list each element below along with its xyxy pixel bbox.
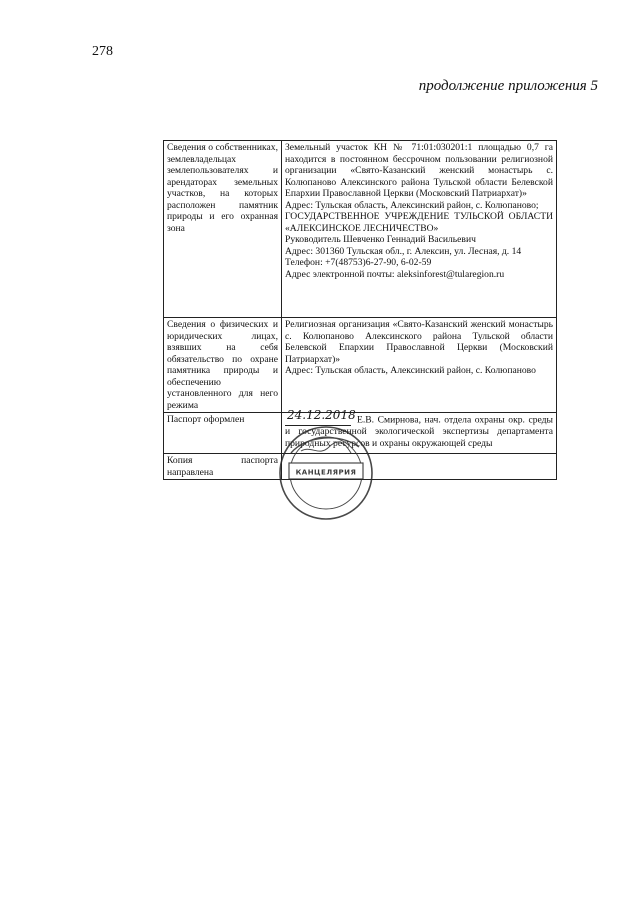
signer-text: Е.В. Смирнова, нач. отдела охраны окр. среды и государственной экологической экспертизы департамента природных ресурсов и охраны окружающей среды	[285, 414, 553, 449]
obligations-org: Религиозная организация «Свято-Казанский женский монастырь с. Колюпаново Алексинского района Тульской области Белевской Епархии Православной Церкви (Московский Патриархат)»	[285, 319, 553, 365]
owners-address: Адрес: Тульская область, Алексинский район, с. Колюпаново;	[285, 199, 539, 211]
forestry-address: Адрес: 301360 Тульская обл., г. Алексин, ул. Лесная, д. 14	[285, 245, 522, 257]
row-label-copy-sent: Копия паспорта направлена	[164, 454, 282, 480]
row-label-owners: Сведения о собственниках, землевладельцах землепользователях и арендаторах земельных участков, на которых расположен памятник природы и его охранная зона	[164, 141, 282, 318]
stamp-signature-flourish	[301, 442, 351, 453]
obligations-address: Адрес: Тульская область, Алексинский район, с. Колюпаново	[285, 365, 536, 376]
appendix-label: продолжение приложения 5	[418, 78, 598, 94]
row-value-obligations	[282, 318, 557, 413]
page-number: 278	[92, 44, 113, 59]
row-label-obligations: Сведения о физических и юридических лицах, взявших на себя обязательство по охране памятника природы и обеспечению установленного для него режима	[164, 318, 282, 413]
table-row	[164, 318, 557, 413]
forestry-head: Руководитель Шевченко Геннадий Васильевич	[285, 234, 476, 245]
table-row	[164, 141, 557, 318]
row-label-issued: Паспорт оформлен	[164, 413, 282, 454]
forestry-phone: Телефон: +7(48753)6-27-90, 6-02-59	[285, 257, 432, 268]
office-stamp-icon	[271, 423, 381, 523]
forestry-name: ГОСУДАРСТВЕННОЕ УЧРЕЖДЕНИЕ ТУЛЬСКОЙ ОБЛАСТИ «АЛЕКСИНСКОЕ ЛЕСНИЧЕСТВО»	[285, 211, 553, 234]
row-value-owners	[282, 141, 557, 318]
forestry-email: Адрес электронной почты: aleksinforest@tularegion.ru	[285, 268, 505, 280]
handwritten-date: 24.12.2018	[287, 408, 356, 422]
owners-text: Земельный участок КН № 71:01:030201:1 площадью 0,7 га находится в постоянном бессрочном пользовании религиозной организации «Свято-Казанский женский монастырь с. Колюпаново Алексинского района Тульской области Белевской Епархии Православной Церкви (Московский Патриархат)»	[285, 142, 553, 199]
stamp-label: КАНЦЕЛЯРИЯ	[295, 468, 357, 477]
